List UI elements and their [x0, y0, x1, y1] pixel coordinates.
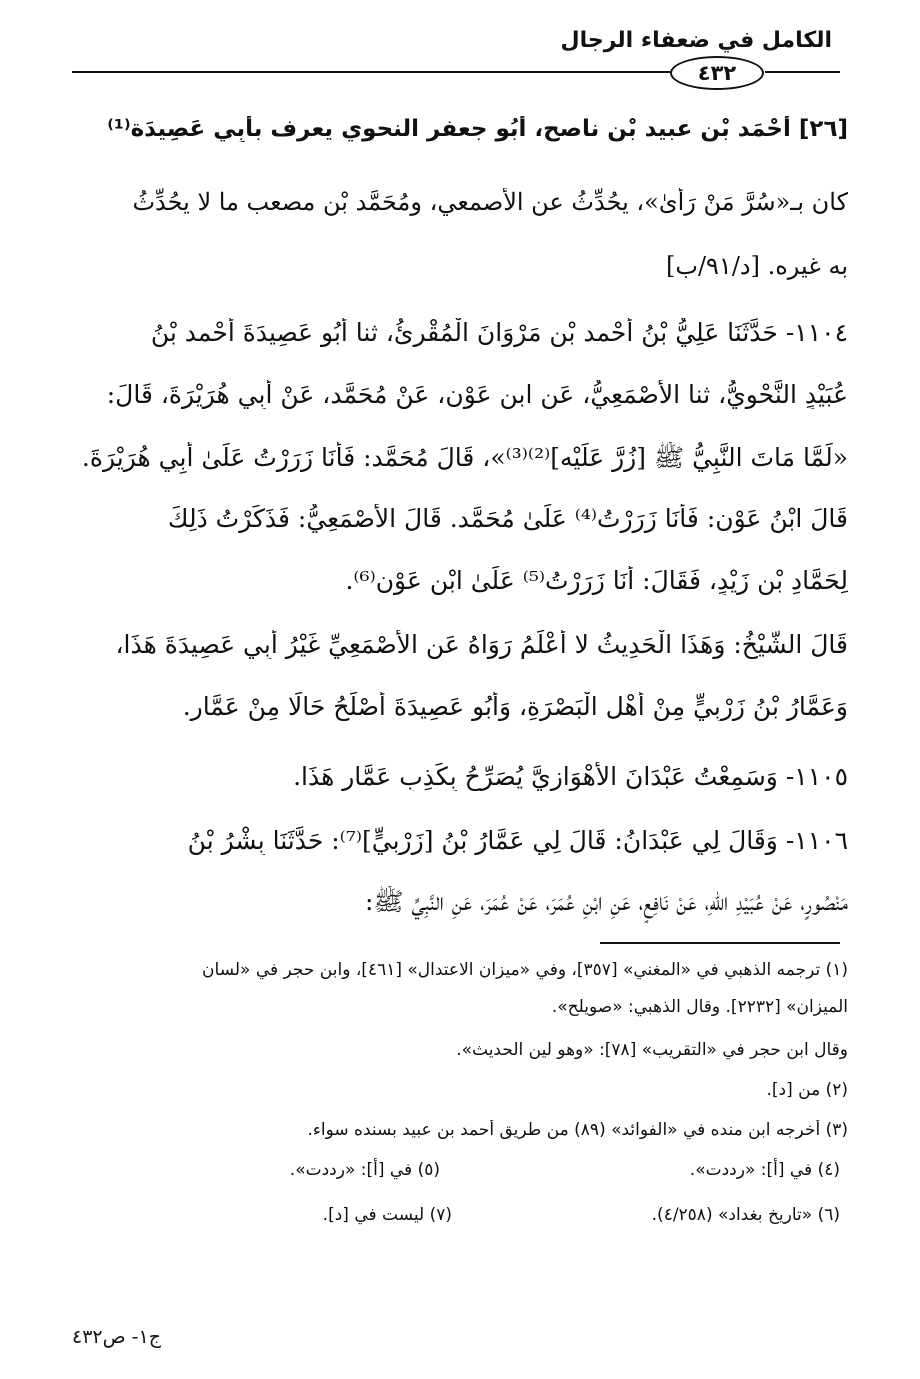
- header-rule-right: [765, 71, 840, 73]
- body-line-4: عُبَيْدٍ النَّحْوِيُّ، ثنا الأَصْمَعِيُّ، عَنِ ابنِ عَوْنٍ، عَنْ مُحَمَّد، عَنْ أَبِي هُرَيْرَةَ، قَالَ:: [106, 380, 848, 409]
- body-line-7: لِحَمَّادِ بْنِ زَيْدٍ، فَقَالَ: أَنَا زَرَرْتُ⁽⁵⁾ عَلَىٰ ابْنِ عَوْنٍ⁽⁶⁾.: [345, 566, 848, 595]
- body-line-3: ١١٠٤- حَدَّثَنَا عَلِيُّ بْنُ أَحْمد بْنِ مَرْوَانَ الْمُقْرِئُ، ثنا أَبُو عَصِيدَةَ أَحْمد بْنُ: [150, 318, 848, 347]
- footnote-line-3: وقال ابن حجر في «التقريب» [٧٨]: «وهو لين الحديث».: [456, 1040, 848, 1060]
- body-line-2: به غيره. [د/٩١/ب]: [665, 252, 848, 280]
- volume-page-reference: ج١- ص٤٣٢: [72, 1326, 161, 1348]
- footnote-line-2: الميزان» [٢٢٣٢]. وقال الذهبي: «صويلح».: [551, 997, 848, 1017]
- footnote-line-4: (٢) من [د].: [766, 1080, 848, 1100]
- body-line-12: مَنْصُورٍ، عَنْ عُبَيْدِ اللهِ، عَنْ نَافِعٍ، عَنِ ابْنِ عُمَرَ، عَنْ عُمَرَ، عَنِ النَّبِيِّ ﷺ:: [364, 887, 848, 916]
- footnote-5: (٥) في [أ]: «رددت».: [289, 1160, 440, 1180]
- body-line-1: كان بـ«سُرَّ مَنْ رَأَىٰ»، يحُدِّثُ عن الأصمعي، ومُحَمَّد بْن مصعب ما لا يحُدِّثُ: [132, 188, 848, 216]
- page-number-badge: ٤٣٢: [670, 56, 764, 90]
- body-line-5: «لَمَّا مَاتَ النَّبِيُّ ﷺ [زُرَّ عَلَيْه]⁽²⁾⁽³⁾»، قَالَ مُحَمَّد: فَأَنَا زَرَرْتُ عَلَىٰ أَبِي هُرَيْرَةَ.: [81, 443, 848, 472]
- footnote-separator: [600, 942, 840, 944]
- body-line-8: قَالَ الشَّيْخُ: وَهَذَا الْحَدِيثُ لا أَعْلَمُ رَوَاهُ عَنِ الأَصْمَعِيِّ غَيْرُ أَبِي عَصِيدَةَ هَذَا،: [115, 630, 848, 659]
- footnote-4: (٤) في [أ]: «رددت».: [689, 1160, 840, 1180]
- body-line-11: ١١٠٦- وَقَالَ لِي عَبْدَانُ: قَالَ لِي عَمَّارُ بْنُ [زَرْبِيٍّ]⁽⁷⁾: حَدَّثَنَا بِشْرُ بْنُ: [187, 826, 848, 855]
- footnote-line-5: (٣) أخرجه ابن منده في «الفوائد» (٨٩) من طريق أحمد بن عبيد بسنده سواء.: [307, 1120, 848, 1140]
- body-line-6: قَالَ ابْنُ عَوْنٍ: فَأَنَا زَرَرْتُ⁽⁴⁾ عَلَىٰ مُحَمَّد. قَالَ الأَصْمَعِيُّ: فَذَكَرْتُ ذَلِكَ: [167, 504, 848, 533]
- body-line-9: وَعَمَّارُ بْنُ زَرْبِيٍّ مِنْ أَهْلِ الْبَصْرَةِ، وَأَبُو عَصِيدَةَ أَصْلَحُ حَالًا مِنْ عَمَّارٍ.: [182, 692, 848, 721]
- body-line-10: ١١٠٥- وَسَمِعْتُ عَبْدَانَ الأَهْوَازِيَّ يُصَرِّحُ بِكَذِبِ عَمَّارٍ هَذَا.: [293, 762, 848, 791]
- footnote-6: (٦) «تاريخ بغداد» (٤/٢٥٨).: [651, 1205, 840, 1225]
- footnote-7: (٧) ليست في [د].: [322, 1205, 452, 1225]
- footnote-line-1: (١) ترجمه الذهبي في «المغني» [٣٥٧]، وفي «ميزان الاعتدال» [٤٦١]، وابن حجر في «لسان: [202, 960, 848, 980]
- entry-heading: [٢٦] أَحْمَد بْن عبيد بْن ناصح، أَبُو جعفر النحوي يعرف بأَبِي عَصِيدَة⁽¹⁾: [107, 116, 848, 142]
- running-header-title: الكامل في ضعفاء الرجال: [560, 28, 832, 53]
- header-rule-left: [72, 71, 670, 73]
